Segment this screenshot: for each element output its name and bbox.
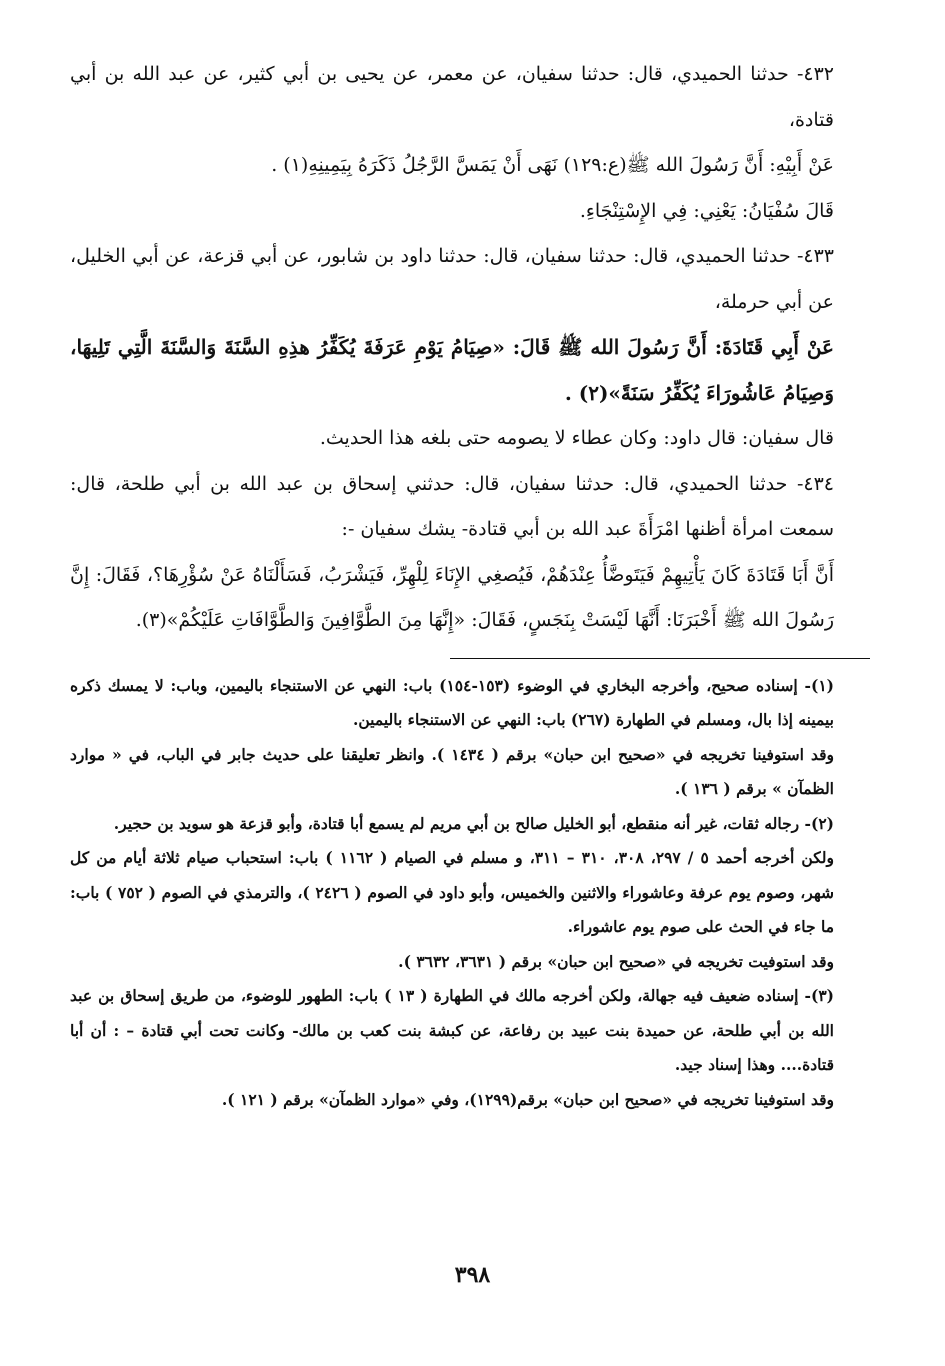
main-paragraph: ٤٣٣- حدثنا الحميدي، قال: حدثنا سفيان، قال: حدثنا داود بن شابور، عن أبي قزعة، عن أبي الخليل، عن أبي حرملة، xyxy=(70,245,834,313)
main-paragraph: عَنْ أَبِي قَتَادَةَ: أَنَّ رَسُولَ الله ﷺ قَالَ: «صِيَامُ يَوْمِ عَرَفَةَ يُكَفِّرُ هذِهِ السَّنَةَ وَالسَّنَةَ الَّتِي تَلِيهَا، وَصِيَامُ عَاشُورَاءَ يُكَفِّرُ سَنَةً»(٢) . xyxy=(70,335,834,405)
footnote-paragraph: (٣)- إسناده ضعيف فيه جهالة، ولكن أخرجه مالك في الطهارة ( ١٣ ) باب: الطهور للوضوء، من طريق إسحاق بن عبد الله بن أبي طلحة، عن حميدة بنت عبيد بن رفاعة، عن كبشة بنت كعب بن مالك- وكانت تحت أبي قتادة – : أن أبا قتادة.... وهذا إسناد جيد. xyxy=(70,986,835,1074)
page-number: ٣٩٨ xyxy=(454,1262,491,1288)
main-text xyxy=(70,52,870,644)
main-paragraph: قال سفيان: قال داود: وكان عطاء لا يصومه حتى بلغه هذا الحديث. xyxy=(319,427,834,449)
main-paragraph: ٤٣٢- حدثنا الحميدي، قال: حدثنا سفيان، عن معمر، عن يحيى بن أبي كثير، عن عبد الله بن أبي قتادة، xyxy=(70,63,834,131)
footnotes xyxy=(70,669,870,1118)
main-paragraph: عَنْ أَبِيْهِ: أَنَّ رَسُولَ الله ﷺ(ع:١٢٩) نَهَى أَنْ يَمَسَّ الرَّجُلُ ذَكَرَهُ بِيَمِينِهِ(١) . xyxy=(271,154,834,176)
page-body xyxy=(70,52,870,1117)
footnote-paragraph: وقد استوفيت تخريجه في «صحيح ابن حبان» برقم ( ٣٦٣١، ٣٦٣٢ ). xyxy=(398,951,834,971)
main-paragraph: قَالَ سُفْيَانُ: يَعْنِي: فِي الإِسْتِنْجَاءِ. xyxy=(579,199,834,222)
footnote-separator xyxy=(450,658,870,659)
footnote-paragraph: وقد استوفينا تخريجه في «صحيح ابن حبان» برقم ( ١٤٣٤ ). وانظر تعليقنا على حديث جابر في الباب، في « موارد الظمآن » برقم ( ١٣٦ ). xyxy=(70,744,834,798)
footnote-paragraph: (١)- إسناده صحيح، وأخرجه البخاري في الوضوء (١٥٣-١٥٤) باب: النهي عن الاستنجاء باليمين، وباب: لا يمسك ذكره بيمينه إذا بال، ومسلم في الطهارة (٢٦٧) باب: النهي عن الاستنجاء باليمين. xyxy=(70,675,834,729)
main-paragraph: ٤٣٤- حدثنا الحميدي، قال: حدثنا سفيان، قال: حدثني إسحاق بن عبد الله بن أبي طلحة، قال: سمعت امرأة أظنها امْرَأَةَ عبد الله بن أبي قتادة- يشك سفيان -: xyxy=(70,472,834,540)
footnote-paragraph: (٢)- رجاله ثقات، غير أنه منقطع، أبو الخليل صالح بن أبي مريم لم يسمع أبا قتادة، وأبو قزعة هو سويد بن حجير. xyxy=(113,813,834,833)
footnote-paragraph: وقد استوفينا تخريجه في «صحيح ابن حبان» برقم(١٢٩٩)، وفي «موارد الظمآن» برقم ( ١٢١ ). xyxy=(221,1089,834,1109)
footnote-paragraph: ولكن أخرجه أحمد ٥ / ٢٩٧، ٣٠٨، ٣١٠ – ٣١١، و مسلم في الصيام ( ١١٦٢ ) باب: استحباب صيام ثلاثة أيام من كل شهر، وصوم يوم عرفة وعاشوراء والاثنين والخميس، وأبو داود في الصوم ( ٢٤٢٦ )، والترمذي في الصوم ( ٧٥٢ ) باب: ما جاء في الحث على صوم يوم عاشوراء. xyxy=(70,848,834,936)
main-paragraph: أَنَّ أَبَا قَتَادَةَ كَانَ يَأْتِيهِمْ فَيَتَوضَّأُ عِنْدَهُمْ، فَيُصغِي الإِنَاءَ لِلْهِرِّ، فَيَشْرَبُ، فَسَأَلْنَاهُ عَنْ سُؤْرِهَا؟، فَقَالَ: إِنَّ رَسُولَ الله ﷺ أَخْبَرَنَا: أَنَّهَا لَيْسَتْ بِنَجَسٍ، فَقَالَ: «إِنَّهَا مِنَ الطَّوَّافِينَ وَالطَّوَّافَاتِ عَلَيْكُمْ»(٣). xyxy=(70,563,834,631)
